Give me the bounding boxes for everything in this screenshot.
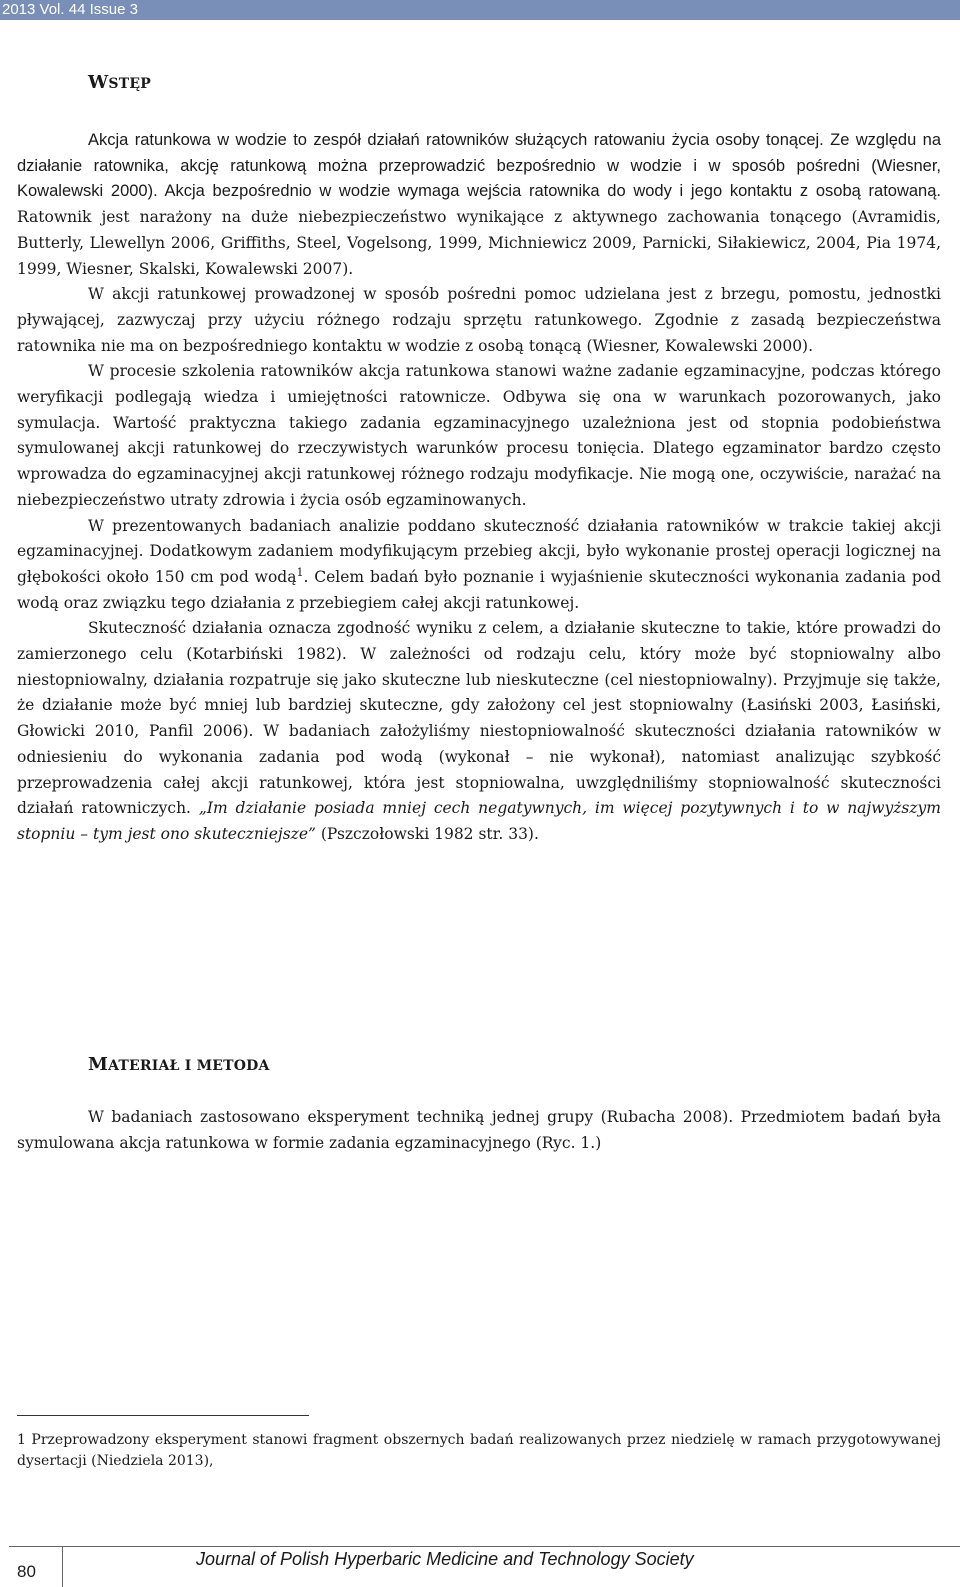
- paragraph-5: Skuteczność działania oznacza zgodność wyniku z celem, a działanie skuteczne to takie, które prowadzi do zamierzonego celu (Kotarbiński 1982). W zależności od rodzaju celu, który może być stopniowalny albo niestopniowalny, działania rozpatruje się jako skuteczne lub nieskuteczne (cel niestopniowalny). Przyjmuje się także, że działanie może być mniej lub bardziej skuteczne, gdy założony cel jest stopniowalny (Łasiński 2003, Łasiński, Głowicki 2010, Panfil 2006). W badaniach założyliśmy niestopniowalność skuteczności działania ratowników w odniesieniu do wykonania zadania pod wodą (wykonał – nie wykonał), natomiast analizując szybkość przeprowadzenia całej akcji ratunkowej, która jest stopniowalna, uwzględniliśmy stopniowalność skuteczności działań ratowniczych. „Im działanie posiada mniej cech negatywnych, im więcej pozytywnych i to w najwyższym stopniu – tym jest ono skuteczniejsze” (Pszczołowski 1982 str. 33).: [17, 619, 941, 843]
- main-body: [17, 128, 941, 848]
- journal-name: Journal of Polish Hyperbaric Medicine and Technology Society: [196, 1549, 694, 1569]
- footnote-number: 1: [17, 1432, 26, 1448]
- footnote-ref: 1: [296, 565, 304, 579]
- issue-label: 2013 Vol. 44 Issue 3: [2, 1, 138, 18]
- section-heading-material: MATERIAŁ I METODA: [88, 1054, 270, 1075]
- footer-rule: [9, 1546, 960, 1547]
- paragraph-6: W badaniach zastosowano eksperyment techniką jednej grupy (Rubacha 2008). Przedmiotem badań była symulowana akcja ratunkowa w formie zadania egzaminacyjnego (Ryc. 1.): [17, 1108, 941, 1152]
- footnote-rule: [17, 1415, 309, 1416]
- quote: „Im działanie posiada mniej cech negatywnych, im więcej pozytywnych i to w najwyższym stopniu – tym jest ono skuteczniejsze”: [17, 799, 941, 843]
- footer-divider: [62, 1547, 63, 1587]
- paragraph-2: W akcji ratunkowej prowadzonej w sposób pośredni pomoc udzielana jest z brzegu, pomostu, jednostki pływającej, zazwyczaj przy użyciu różnego rodzaju sprzętu ratunkowego. Zgodnie z zasadą bezpieczeństwa ratownika nie ma on bezpośredniego kontaktu w wodzie z osobą tonącą (Wiesner, Kowalewski 2000).: [17, 285, 941, 355]
- footnote-text: Przeprowadzony eksperyment stanowi fragment obszernych badań realizowanych przez niedzielę w ramach przygotowywanej dysertacji (Niedziela 2013),: [17, 1432, 941, 1469]
- section-heading-wstep: WSTĘP: [88, 72, 151, 93]
- paragraph-3: W procesie szkolenia ratowników akcja ratunkowa stanowi ważne zadanie egzaminacyjne, podczas którego weryfikacji podlegają wiedza i umiejętności ratownicze. Odbywa się ona w warunkach pozorowanych, jako symulacja. Wartość praktyczna takiego zadania egzaminacyjnego uzależniona jest od stopnia podobieństwa symulowanej akcji ratunkowej do rzeczywistych warunków procesu tonięcia. Dlatego egzaminator bardzo często wprowadza do egzaminacyjnej akcji ratunkowej różnego rodzaju modyfikacje. Nie mogą one, oczywiście, narażać na niebezpieczeństwo utraty zdrowia i życia osób egzaminowanych.: [17, 362, 941, 509]
- paragraph-1: Akcja ratunkowa w wodzie to zespół działań ratowników służących ratowaniu życia osoby tonącej. Ze względu na działanie ratownika, akcję ratunkową można przeprowadzić bezpośrednio w wodzie i w sposób pośredni (Wiesner, Kowalewski 2000). Akcja bezpośrednio w wodzie wymaga wejścia ratownika do wody i jego kontaktu z osobą ratowaną. Ratownik jest narażony na duże niebezpieczeństwo wynikające z aktywnego zachowania tonącego (Avramidis, Butterly, Llewellyn 2006, Griffiths, Steel, Vogelsong, 1999, Michniewicz 2009, Parnicki, Siłakiewicz, 2004, Pia 1974, 1999, Wiesner, Skalski, Kowalewski 2007).: [17, 131, 941, 278]
- paragraph-4: W prezentowanych badaniach analizie poddano skuteczność działania ratowników w trakcie takiej akcji egzaminacyjnej. Dodatkowym zadaniem modyfikującym przebieg akcji, było wykonanie prostej operacji logicznej na głębokości około 150 cm pod wodą$^1$. Celem badań było poznanie i wyjaśnienie skuteczności wykonania zadania pod wodą oraz związku tego działania z przebiegiem całej akcji ratunkowej.: [17, 516, 941, 612]
- page-number: 80: [17, 1562, 36, 1581]
- issue-header: [0, 0, 960, 20]
- methods-body: [17, 1105, 941, 1156]
- footnote: [17, 1430, 941, 1472]
